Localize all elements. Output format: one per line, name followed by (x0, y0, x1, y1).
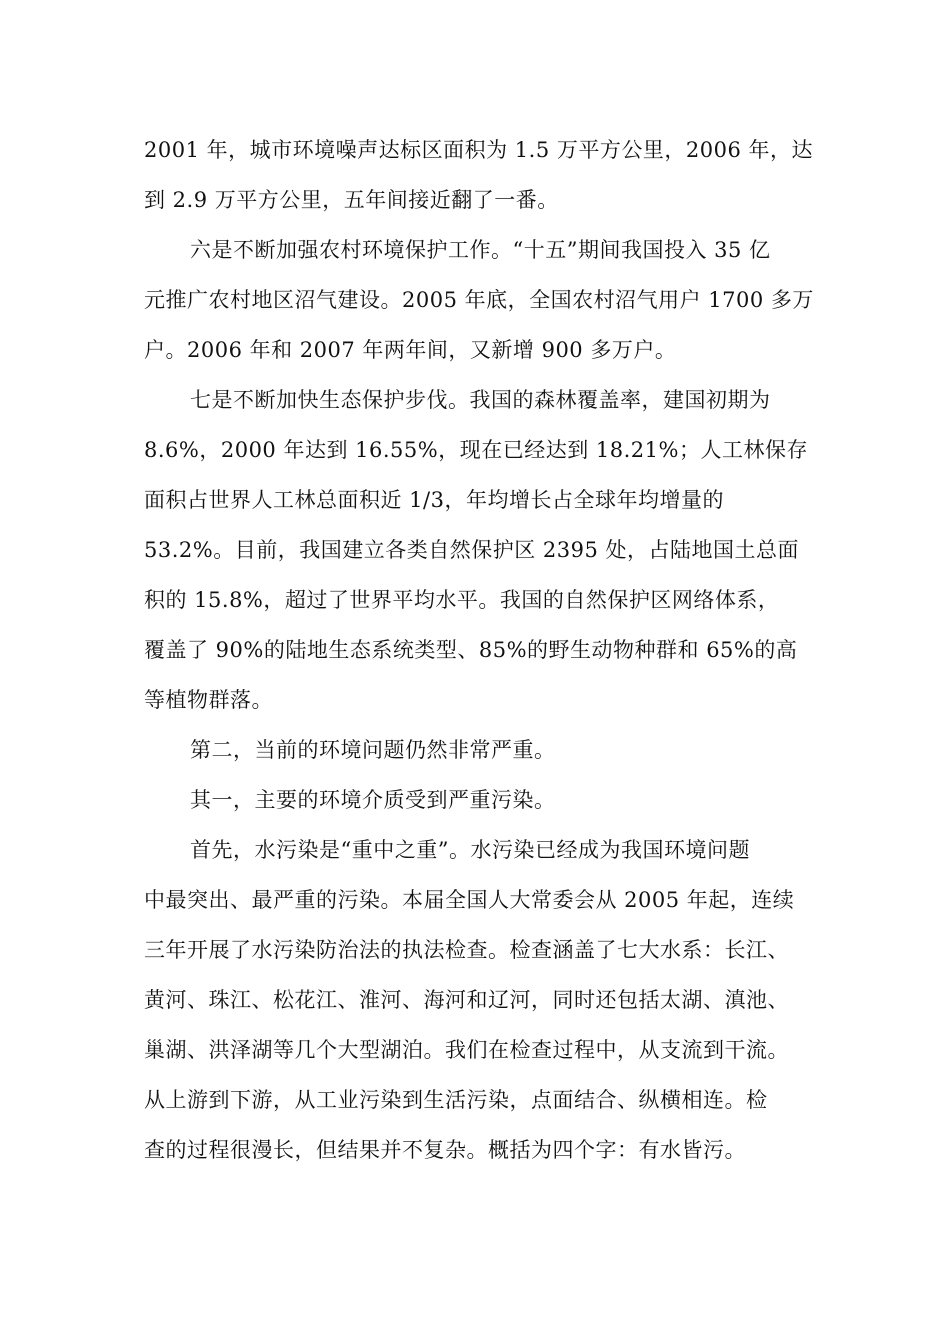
text-line-20: 从上游到下游，从工业污染到生活污染，点面结合、纵横相连。检 (144, 1088, 768, 1112)
text-line-9: 53.2%。目前，我国建立各类自然保护区 2395 处，占陆地国土总面 (144, 538, 800, 562)
text-line-19: 巢湖、洪泽湖等几个大型湖泊。我们在检查过程中，从支流到干流。 (144, 1038, 789, 1062)
text-line-12: 等植物群落。 (144, 688, 273, 712)
text-line-8: 面积占世界人工林总面积近 1/3，年均增长占全球年均增量的 (144, 488, 724, 512)
text-line-7: 8.6%，2000 年达到 16.55%，现在已经达到 18.21%；人工林保存 (144, 438, 808, 462)
text-line-17: 三年开展了水污染防治法的执法检查。检查涵盖了七大水系：长江、 (144, 938, 789, 962)
text-line-4: 元推广农村地区沼气建设。2005 年底，全国农村沼气用户 1700 多万 (144, 288, 814, 312)
text-line-6: 七是不断加快生态保护步伐。我国的森林覆盖率，建国初期为 (190, 388, 771, 412)
text-line-2: 到 2.9 万平方公里，五年间接近翻了一番。 (144, 188, 559, 212)
text-line-16: 中最突出、最严重的污染。本届全国人大常委会从 2005 年起，连续 (144, 888, 795, 912)
text-line-15: 首先，水污染是“重中之重”。水污染已经成为我国环境问题 (190, 838, 750, 862)
text-line-11: 覆盖了 90%的陆地生态系统类型、85%的野生动物种群和 65%的高 (144, 638, 798, 662)
text-line-1: 2001 年，城市环境噪声达标区面积为 1.5 万平方公里，2006 年，达 (144, 138, 813, 162)
text-line-18: 黄河、珠江、松花江、淮河、海河和辽河，同时还包括太湖、滇池、 (144, 988, 789, 1012)
text-line-5: 户。2006 年和 2007 年两年间，又新增 900 多万户。 (144, 338, 677, 362)
text-line-10: 积的 15.8%，超过了世界平均水平。我国的自然保护区网络体系， (144, 588, 780, 612)
text-line-3: 六是不断加强农村环境保护工作。“十五”期间我国投入 35 亿 (190, 238, 771, 262)
text-line-13: 第二，当前的环境问题仍然非常严重。 (190, 738, 556, 762)
text-line-21: 查的过程很漫长，但结果并不复杂。概括为四个字：有水皆污。 (144, 1138, 746, 1162)
text-line-14: 其一，主要的环境介质受到严重污染。 (190, 788, 556, 812)
